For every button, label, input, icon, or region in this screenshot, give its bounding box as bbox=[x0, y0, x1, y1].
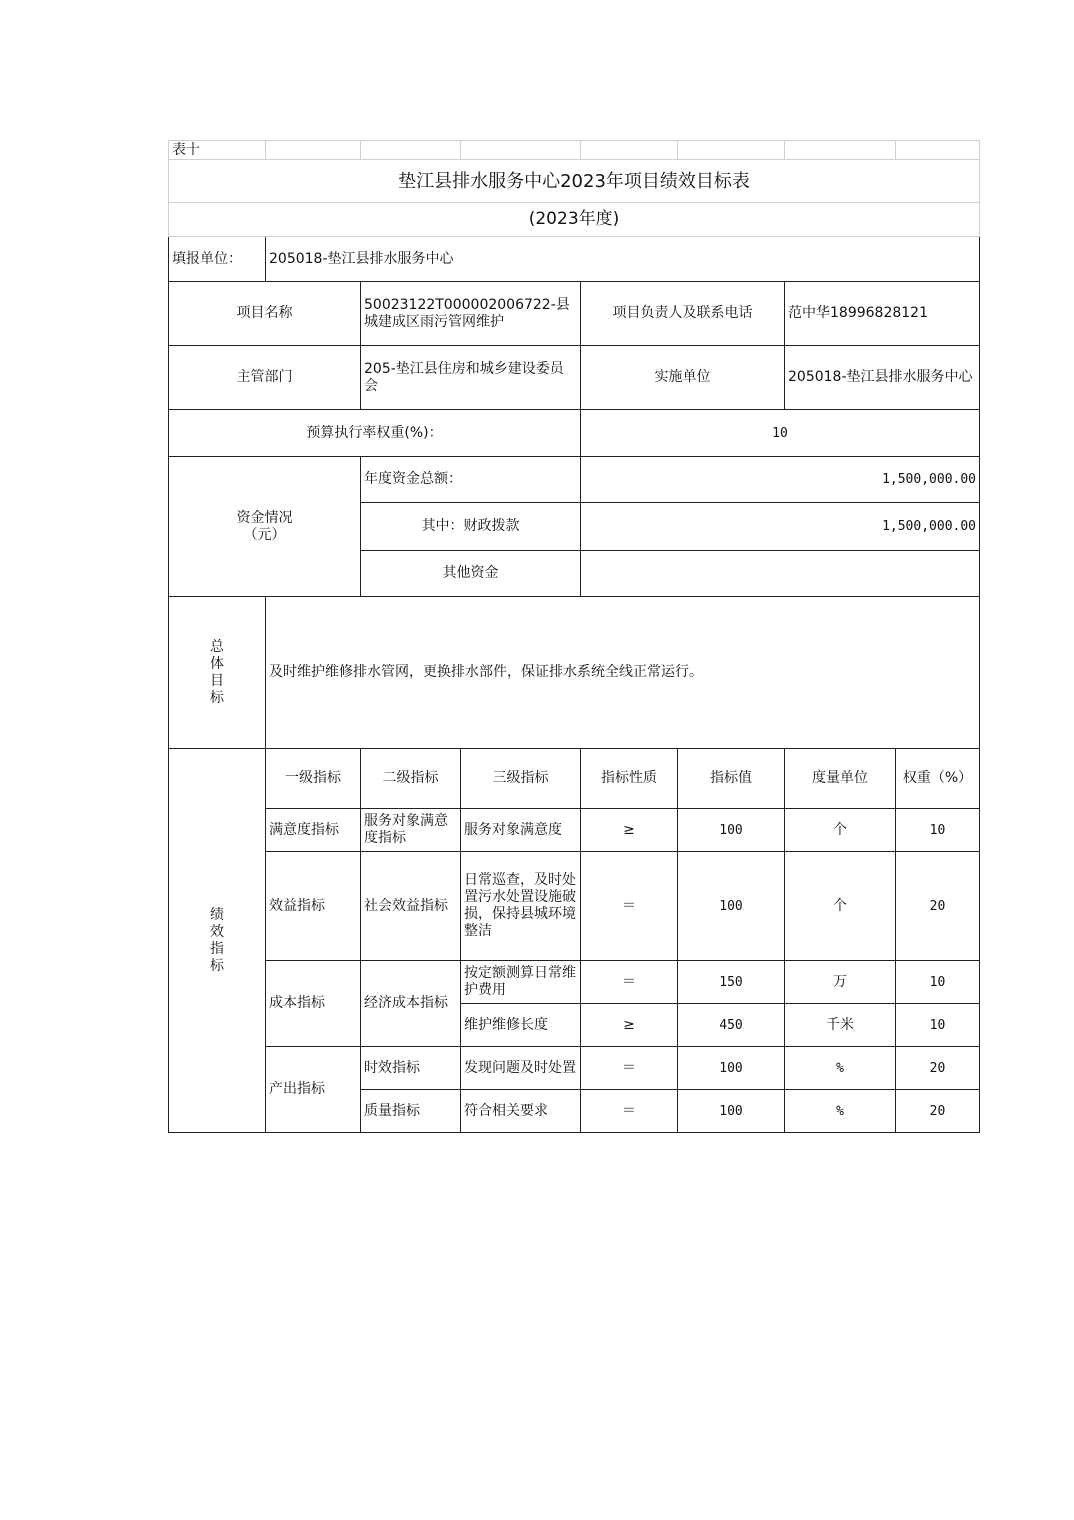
header-level3: 三级指标 bbox=[461, 749, 581, 809]
level3-cell: 日常巡查，及时处置污水处置设施破损，保持县城环境整洁 bbox=[461, 852, 581, 961]
nature-cell: ≥ bbox=[581, 809, 678, 852]
funds-total-value: 1,500,000.00 bbox=[581, 457, 980, 503]
department-label: 主管部门 bbox=[169, 346, 361, 410]
performance-target-table bbox=[168, 140, 980, 1133]
value-cell: 450 bbox=[678, 1004, 785, 1047]
unit-cell: 千米 bbox=[785, 1004, 896, 1047]
value-cell: 100 bbox=[678, 1090, 785, 1133]
empty-cell bbox=[785, 141, 896, 160]
page-subtitle: (2023年度) bbox=[169, 203, 980, 237]
funds-label-cell bbox=[169, 457, 361, 597]
goal-label-char: 标 bbox=[210, 689, 224, 706]
overall-goal-label bbox=[169, 597, 266, 749]
level3-cell: 维护维修长度 bbox=[461, 1004, 581, 1047]
level2-cell: 时效指标 bbox=[361, 1047, 461, 1090]
header-level2: 二级指标 bbox=[361, 749, 461, 809]
level1-cell: 成本指标 bbox=[266, 961, 361, 1047]
implementing-unit-value: 205018-垫江县排水服务中心 bbox=[785, 346, 980, 410]
project-leader-label: 项目负责人及联系电话 bbox=[581, 282, 785, 346]
project-name-label: 项目名称 bbox=[169, 282, 361, 346]
table-row bbox=[169, 961, 980, 1004]
project-leader-value: 范中华18996828121 bbox=[785, 282, 980, 346]
weight-cell: 20 bbox=[896, 852, 980, 961]
header-level1: 一级指标 bbox=[266, 749, 361, 809]
weight-cell: 20 bbox=[896, 1090, 980, 1133]
unit-cell: 个 bbox=[785, 852, 896, 961]
funds-label: 资金情况 bbox=[236, 509, 293, 526]
funds-unit: （元） bbox=[243, 526, 286, 543]
empty-cell bbox=[461, 141, 581, 160]
level1-cell: 效益指标 bbox=[266, 852, 361, 961]
nature-cell: ＝ bbox=[581, 852, 678, 961]
level2-cell: 社会效益指标 bbox=[361, 852, 461, 961]
sheet-label: 表十 bbox=[169, 141, 266, 160]
project-name-value: 50023122T000002006722-县城建成区雨污管网维护 bbox=[361, 282, 581, 346]
implementing-unit-label: 实施单位 bbox=[581, 346, 785, 410]
empty-cell bbox=[581, 141, 678, 160]
indicator-label-char: 指 bbox=[210, 940, 224, 957]
nature-cell: ≥ bbox=[581, 1004, 678, 1047]
funds-fiscal-value: 1,500,000.00 bbox=[581, 503, 980, 551]
header-value: 指标值 bbox=[678, 749, 785, 809]
level3-cell: 按定额测算日常维护费用 bbox=[461, 961, 581, 1004]
empty-cell bbox=[361, 141, 461, 160]
level2-cell: 质量指标 bbox=[361, 1090, 461, 1133]
unit-cell: % bbox=[785, 1047, 896, 1090]
indicator-label-char: 效 bbox=[210, 923, 224, 940]
goal-label-char: 体 bbox=[210, 655, 224, 672]
funds-other-value bbox=[581, 551, 980, 597]
unit-cell: 万 bbox=[785, 961, 896, 1004]
empty-cell bbox=[678, 141, 785, 160]
goal-label-char: 目 bbox=[210, 672, 224, 689]
value-cell: 100 bbox=[678, 852, 785, 961]
unit-cell: % bbox=[785, 1090, 896, 1133]
nature-cell: ＝ bbox=[581, 1090, 678, 1133]
header-unit: 度量单位 bbox=[785, 749, 896, 809]
value-cell: 100 bbox=[678, 1047, 785, 1090]
weight-cell: 20 bbox=[896, 1047, 980, 1090]
department-value: 205-垫江县住房和城乡建设委员会 bbox=[361, 346, 581, 410]
level2-cell: 服务对象满意度指标 bbox=[361, 809, 461, 852]
weight-cell: 10 bbox=[896, 809, 980, 852]
funds-other-label: 其他资金 bbox=[361, 551, 581, 597]
table-row bbox=[169, 1047, 980, 1090]
budget-weight-label: 预算执行率权重(%)： bbox=[169, 410, 581, 457]
reporting-unit-label: 填报单位： bbox=[169, 237, 266, 282]
indicators-label bbox=[169, 749, 266, 1133]
table-row bbox=[169, 809, 980, 852]
goal-label-char: 总 bbox=[210, 638, 224, 655]
empty-cell bbox=[896, 141, 980, 160]
reporting-unit-value: 205018-垫江县排水服务中心 bbox=[266, 237, 980, 282]
indicator-label-char: 绩 bbox=[210, 906, 224, 923]
level3-cell: 符合相关要求 bbox=[461, 1090, 581, 1133]
unit-cell: 个 bbox=[785, 809, 896, 852]
value-cell: 100 bbox=[678, 809, 785, 852]
page-title: 垫江县排水服务中心2023年项目绩效目标表 bbox=[169, 160, 980, 203]
table-row bbox=[169, 852, 980, 961]
funds-total-label: 年度资金总额： bbox=[361, 457, 581, 503]
weight-cell: 10 bbox=[896, 1004, 980, 1047]
indicator-label-char: 标 bbox=[210, 957, 224, 974]
empty-cell bbox=[266, 141, 361, 160]
budget-weight-value: 10 bbox=[581, 410, 980, 457]
funds-fiscal-label: 其中：财政拨款 bbox=[361, 503, 581, 551]
value-cell: 150 bbox=[678, 961, 785, 1004]
level3-cell: 服务对象满意度 bbox=[461, 809, 581, 852]
level3-cell: 发现问题及时处置 bbox=[461, 1047, 581, 1090]
level2-cell: 经济成本指标 bbox=[361, 961, 461, 1047]
header-nature: 指标性质 bbox=[581, 749, 678, 809]
level1-cell: 产出指标 bbox=[266, 1047, 361, 1133]
level1-cell: 满意度指标 bbox=[266, 809, 361, 852]
overall-goal-text: 及时维护维修排水管网，更换排水部件，保证排水系统全线正常运行。 bbox=[266, 597, 980, 749]
header-weight: 权重（%） bbox=[896, 749, 980, 809]
nature-cell: ＝ bbox=[581, 1047, 678, 1090]
nature-cell: ＝ bbox=[581, 961, 678, 1004]
weight-cell: 10 bbox=[896, 961, 980, 1004]
